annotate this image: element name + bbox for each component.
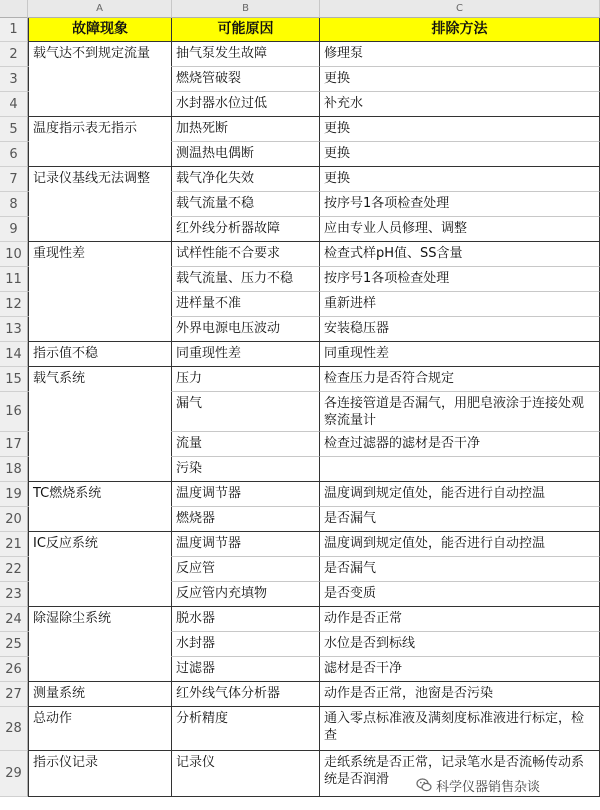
table-cell[interactable]: 压力 xyxy=(172,367,320,392)
table-cell[interactable]: 载气净化失效 xyxy=(172,167,320,192)
row-number[interactable]: 3 xyxy=(0,67,28,92)
table-cell[interactable]: 更换 xyxy=(320,142,600,167)
table-cell[interactable]: 检查压力是否符合规定 xyxy=(320,367,600,392)
table-cell[interactable] xyxy=(28,392,172,432)
column-header-c[interactable]: C xyxy=(320,0,600,18)
table-cell[interactable]: 试样性能不合要求 xyxy=(172,242,320,267)
row-number[interactable]: 19 xyxy=(0,482,28,507)
row-number[interactable]: 16 xyxy=(0,392,28,432)
table-cell[interactable]: 补充水 xyxy=(320,92,600,117)
table-cell[interactable]: TC燃烧系统 xyxy=(28,482,172,507)
table-cell[interactable]: 按序号1各项检查处理 xyxy=(320,192,600,217)
row-number[interactable]: 11 xyxy=(0,267,28,292)
table-cell[interactable]: 总动作 xyxy=(28,707,172,751)
table-cell[interactable]: 漏气 xyxy=(172,392,320,432)
table-cell[interactable]: 测温热电偶断 xyxy=(172,142,320,167)
row-number[interactable]: 28 xyxy=(0,707,28,751)
row-number[interactable]: 8 xyxy=(0,192,28,217)
table-cell[interactable]: 红外线分析器故障 xyxy=(172,217,320,242)
table-cell[interactable] xyxy=(28,432,172,457)
table-cell[interactable]: 红外线气体分析器 xyxy=(172,682,320,707)
table-cell[interactable] xyxy=(28,507,172,532)
table-cell[interactable]: 燃烧管破裂 xyxy=(172,67,320,92)
table-cell[interactable]: 记录仪基线无法调整 xyxy=(28,167,172,192)
table-cell[interactable]: 污染 xyxy=(172,457,320,482)
table-cell[interactable]: 同重现性差 xyxy=(320,342,600,367)
table-cell[interactable]: 重现性差 xyxy=(28,242,172,267)
row-number[interactable]: 15 xyxy=(0,367,28,392)
column-header-a[interactable]: A xyxy=(28,0,172,18)
table-cell[interactable] xyxy=(28,267,172,292)
table-cell[interactable]: 检查过滤器的滤材是否干净 xyxy=(320,432,600,457)
table-cell[interactable]: 是否变质 xyxy=(320,582,600,607)
row-number[interactable]: 7 xyxy=(0,167,28,192)
table-cell[interactable]: 测量系统 xyxy=(28,682,172,707)
table-cell[interactable]: 进样量不准 xyxy=(172,292,320,317)
table-cell[interactable]: 同重现性差 xyxy=(172,342,320,367)
table-cell[interactable]: 是否漏气 xyxy=(320,557,600,582)
watermark-text: 科学仪器销售杂谈 xyxy=(436,779,541,795)
table-cell[interactable]: 水位是否到标线 xyxy=(320,632,600,657)
table-cell[interactable]: IC反应系统 xyxy=(28,532,172,557)
row-number[interactable]: 4 xyxy=(0,92,28,117)
row-number[interactable]: 25 xyxy=(0,632,28,657)
row-number[interactable]: 12 xyxy=(0,292,28,317)
wechat-icon xyxy=(416,777,432,793)
select-all-corner[interactable] xyxy=(0,0,28,18)
table-cell[interactable] xyxy=(28,292,172,317)
table-cell[interactable]: 分析精度 xyxy=(172,707,320,751)
header-remedy[interactable]: 排除方法 xyxy=(320,18,600,42)
header-possible-cause[interactable]: 可能原因 xyxy=(172,18,320,42)
table-cell[interactable]: 安装稳压器 xyxy=(320,317,600,342)
table-cell[interactable]: 水封器水位过低 xyxy=(172,92,320,117)
table-cell[interactable]: 指示仪记录 xyxy=(28,751,172,797)
table-cell[interactable]: 更换 xyxy=(320,117,600,142)
table-cell[interactable]: 修理泵 xyxy=(320,42,600,67)
table-cell[interactable] xyxy=(28,192,172,217)
table-cell[interactable] xyxy=(28,457,172,482)
table-cell[interactable]: 重新进样 xyxy=(320,292,600,317)
table-cell[interactable]: 外界电源电压波动 xyxy=(172,317,320,342)
table-cell[interactable]: 载气达不到规定流量 xyxy=(28,42,172,67)
row-number[interactable]: 23 xyxy=(0,582,28,607)
row-number[interactable]: 5 xyxy=(0,117,28,142)
table-cell[interactable]: 温度指示表无指示 xyxy=(28,117,172,142)
table-cell[interactable] xyxy=(28,582,172,607)
table-cell[interactable]: 检查式样pH值、SS含量 xyxy=(320,242,600,267)
table-cell[interactable]: 走纸系统是否正常，记录笔水是否流畅传动系统是否润滑 xyxy=(320,751,600,797)
table-cell[interactable]: 各连接管道是否漏气，用肥皂液涂于连接处观察流量计 xyxy=(320,392,600,432)
table-cell[interactable]: 水封器 xyxy=(172,632,320,657)
table-cell[interactable]: 更换 xyxy=(320,67,600,92)
row-number[interactable]: 29 xyxy=(0,751,28,797)
row-number[interactable]: 13 xyxy=(0,317,28,342)
table-cell[interactable] xyxy=(28,657,172,682)
table-cell[interactable]: 反应管内充填物 xyxy=(172,582,320,607)
header-fault-phenomenon[interactable]: 故障现象 xyxy=(28,18,172,42)
row-number[interactable]: 17 xyxy=(0,432,28,457)
table-cell[interactable]: 温度调到规定值处，能否进行自动控温 xyxy=(320,532,600,557)
row-number[interactable]: 10 xyxy=(0,242,28,267)
row-number[interactable]: 9 xyxy=(0,217,28,242)
table-cell[interactable]: 载气流量不稳 xyxy=(172,192,320,217)
row-number[interactable]: 6 xyxy=(0,142,28,167)
table-cell[interactable]: 滤材是否干净 xyxy=(320,657,600,682)
table-cell[interactable]: 脱水器 xyxy=(172,607,320,632)
table-cell[interactable]: 载气流量、压力不稳 xyxy=(172,267,320,292)
table-cell[interactable]: 动作是否正常，池窗是否污染 xyxy=(320,682,600,707)
row-number[interactable]: 2 xyxy=(0,42,28,67)
table-cell[interactable]: 温度调节器 xyxy=(172,482,320,507)
table-cell[interactable]: 燃烧器 xyxy=(172,507,320,532)
table-cell[interactable]: 指示值不稳 xyxy=(28,342,172,367)
table-cell[interactable]: 过滤器 xyxy=(172,657,320,682)
table-cell[interactable]: 记录仪 xyxy=(172,751,320,797)
table-cell[interactable]: 反应管 xyxy=(172,557,320,582)
table-cell[interactable]: 是否漏气 xyxy=(320,507,600,532)
table-cell[interactable]: 温度调节器 xyxy=(172,532,320,557)
table-cell[interactable]: 通入零点标准液及满刻度标准液进行标定，检查 xyxy=(320,707,600,751)
table-cell[interactable] xyxy=(28,142,172,167)
table-cell[interactable] xyxy=(28,317,172,342)
table-cell[interactable] xyxy=(28,67,172,92)
table-cell[interactable] xyxy=(28,557,172,582)
row-number[interactable]: 18 xyxy=(0,457,28,482)
row-number[interactable]: 20 xyxy=(0,507,28,532)
row-number[interactable]: 27 xyxy=(0,682,28,707)
table-cell[interactable]: 载气系统 xyxy=(28,367,172,392)
column-header-b[interactable]: B xyxy=(172,0,320,18)
row-number[interactable]: 14 xyxy=(0,342,28,367)
table-cell[interactable]: 流量 xyxy=(172,432,320,457)
table-cell[interactable] xyxy=(28,217,172,242)
table-cell[interactable]: 动作是否正常 xyxy=(320,607,600,632)
row-number[interactable]: 26 xyxy=(0,657,28,682)
table-cell[interactable]: 加热死断 xyxy=(172,117,320,142)
table-cell[interactable]: 除湿除尘系统 xyxy=(28,607,172,632)
watermark xyxy=(412,774,596,796)
row-number[interactable]: 24 xyxy=(0,607,28,632)
table-cell[interactable]: 更换 xyxy=(320,167,600,192)
table-cell[interactable]: 温度调到规定值处，能否进行自动控温 xyxy=(320,482,600,507)
table-cell[interactable] xyxy=(320,457,600,482)
row-number[interactable]: 21 xyxy=(0,532,28,557)
row-number[interactable]: 22 xyxy=(0,557,28,582)
table-cell[interactable]: 按序号1各项检查处理 xyxy=(320,267,600,292)
table-cell[interactable] xyxy=(28,92,172,117)
table-cell[interactable]: 应由专业人员修理、调整 xyxy=(320,217,600,242)
row-number[interactable]: 1 xyxy=(0,18,28,42)
table-cell[interactable]: 抽气泵发生故障 xyxy=(172,42,320,67)
table-cell[interactable] xyxy=(28,632,172,657)
